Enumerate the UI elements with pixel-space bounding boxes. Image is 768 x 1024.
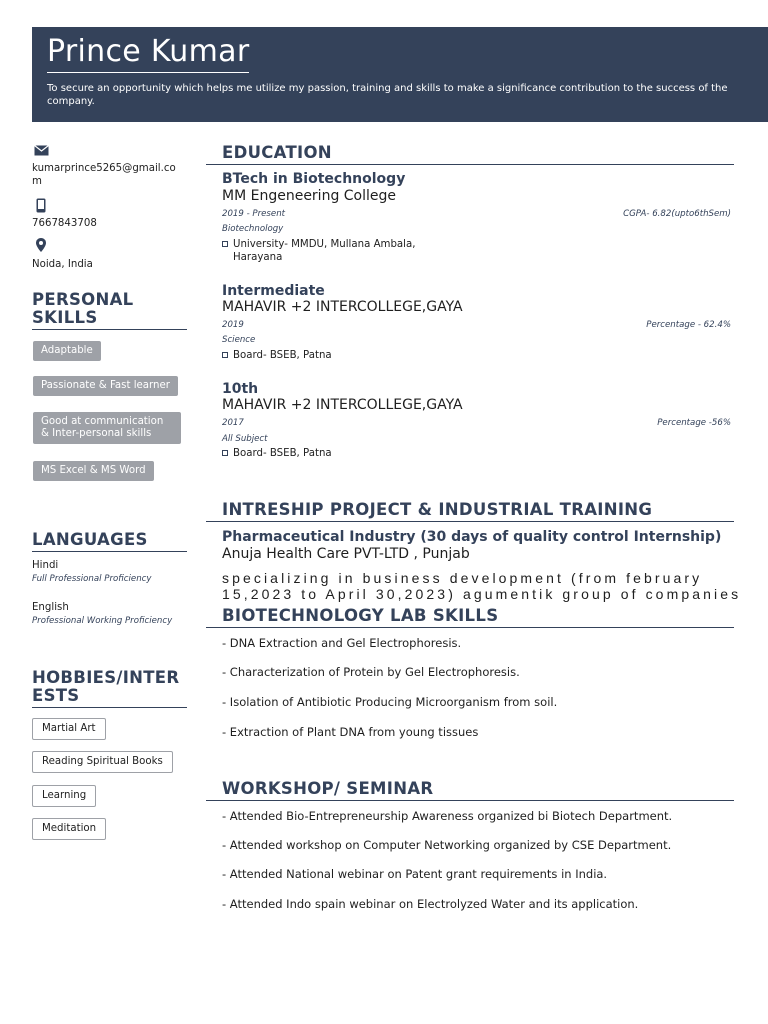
education-score: Percentage -56% (657, 418, 731, 428)
education-note: Board- BSEB, Patna (233, 448, 332, 459)
hobbies-heading: HOBBIES/INTERESTS (32, 669, 187, 708)
language-level: Professional Working Proficiency (32, 616, 173, 626)
hobby-tag: Learning (32, 785, 96, 807)
career-objective: To secure an opportunity which helps me utilize my passion, training and skills to make a significance contribution to the success of the company. (47, 83, 728, 107)
phone-number: 7667843708 (32, 218, 97, 229)
education-date: 2019 (222, 320, 244, 330)
list-item: - Attended Indo spain webinar on Electrolyzed Water and its application. (222, 897, 639, 911)
school-name: MM Engeneering College (222, 188, 397, 204)
bullet-square-icon (222, 450, 228, 456)
school-name: MAHAVIR +2 INTERCOLLEGE,GAYA (222, 299, 463, 315)
project-company: Anuja Health Care PVT-LTD , Punjab (222, 546, 470, 562)
education-field: Science (222, 335, 256, 345)
school-name: MAHAVIR +2 INTERCOLLEGE,GAYA (222, 397, 463, 413)
degree-title: 10th (222, 381, 259, 397)
list-item: - Attended workshop on Computer Networking organized by CSE Department. (222, 838, 672, 852)
degree-title: BTech in Biotechnology (222, 171, 406, 187)
envelope-icon (34, 145, 49, 156)
skill-tag: Good at communication & Inter-personal skills (33, 412, 181, 444)
education-date: 2019 - Present (222, 209, 286, 219)
skill-tag: MS Excel & MS Word (33, 461, 154, 481)
education-note: Board- BSEB, Patna (233, 350, 332, 361)
education-heading: EDUCATION (206, 144, 734, 165)
education-score: CGPA- 6.82(upto6thSem) (623, 209, 731, 219)
hobby-tag: Meditation (32, 818, 106, 840)
hobby-tag: Reading Spiritual Books (32, 751, 173, 773)
personal-skills-heading: PERSONAL SKILLS (32, 291, 187, 330)
list-item: - DNA Extraction and Gel Electrophoresis. (222, 636, 462, 650)
language-level: Full Professional Proficiency (32, 574, 152, 584)
education-field: All Subject (222, 434, 268, 444)
language-name: English (32, 602, 69, 613)
lab-skills-heading: BIOTECHNOLOGY LAB SKILLS (206, 607, 734, 628)
education-field: Biotechnology (222, 224, 284, 234)
list-item: - Extraction of Plant DNA from young tissues (222, 725, 479, 739)
languages-heading: LANGUAGES (32, 531, 187, 552)
hobby-tag: Martial Art (32, 718, 106, 740)
bullet-square-icon (222, 352, 228, 358)
project-description: specializing in business development (from february 15,2023 to April 30,2023) agumentik group of companies (222, 570, 742, 602)
location-pin-icon (36, 238, 46, 252)
email-link[interactable]: kumarprince5265@gmail.com (32, 163, 176, 187)
phone-icon (36, 198, 46, 213)
degree-title: Intermediate (222, 283, 325, 299)
internship-heading: INTRESHIP PROJECT & INDUSTRIAL TRAINING (206, 501, 734, 522)
education-date: 2017 (222, 418, 244, 428)
resume-header (32, 27, 768, 122)
bullet-square-icon (222, 241, 228, 247)
list-item: - Isolation of Antibiotic Producing Microorganism from soil. (222, 695, 558, 709)
project-title: Pharmaceutical Industry (30 days of quality control Internship) (222, 529, 722, 545)
list-item: - Attended National webinar on Patent grant requirements in India. (222, 867, 608, 881)
education-note: University- MMDU, Mullana Ambala, Harayana (233, 239, 416, 263)
workshop-heading: WORKSHOP/ SEMINAR (206, 780, 734, 801)
list-item: - Attended Bio-Entrepreneurship Awareness organized bi Biotech Department. (222, 809, 673, 823)
skill-tag: Passionate & Fast learner (33, 376, 178, 396)
list-item: - Characterization of Protein by Gel Electrophoresis. (222, 665, 520, 679)
education-score: Percentage - 62.4% (646, 320, 731, 330)
candidate-name: Prince Kumar (47, 34, 249, 73)
skill-tag: Adaptable (33, 341, 101, 361)
location: Noida, India (32, 259, 93, 270)
language-name: Hindi (32, 560, 59, 571)
